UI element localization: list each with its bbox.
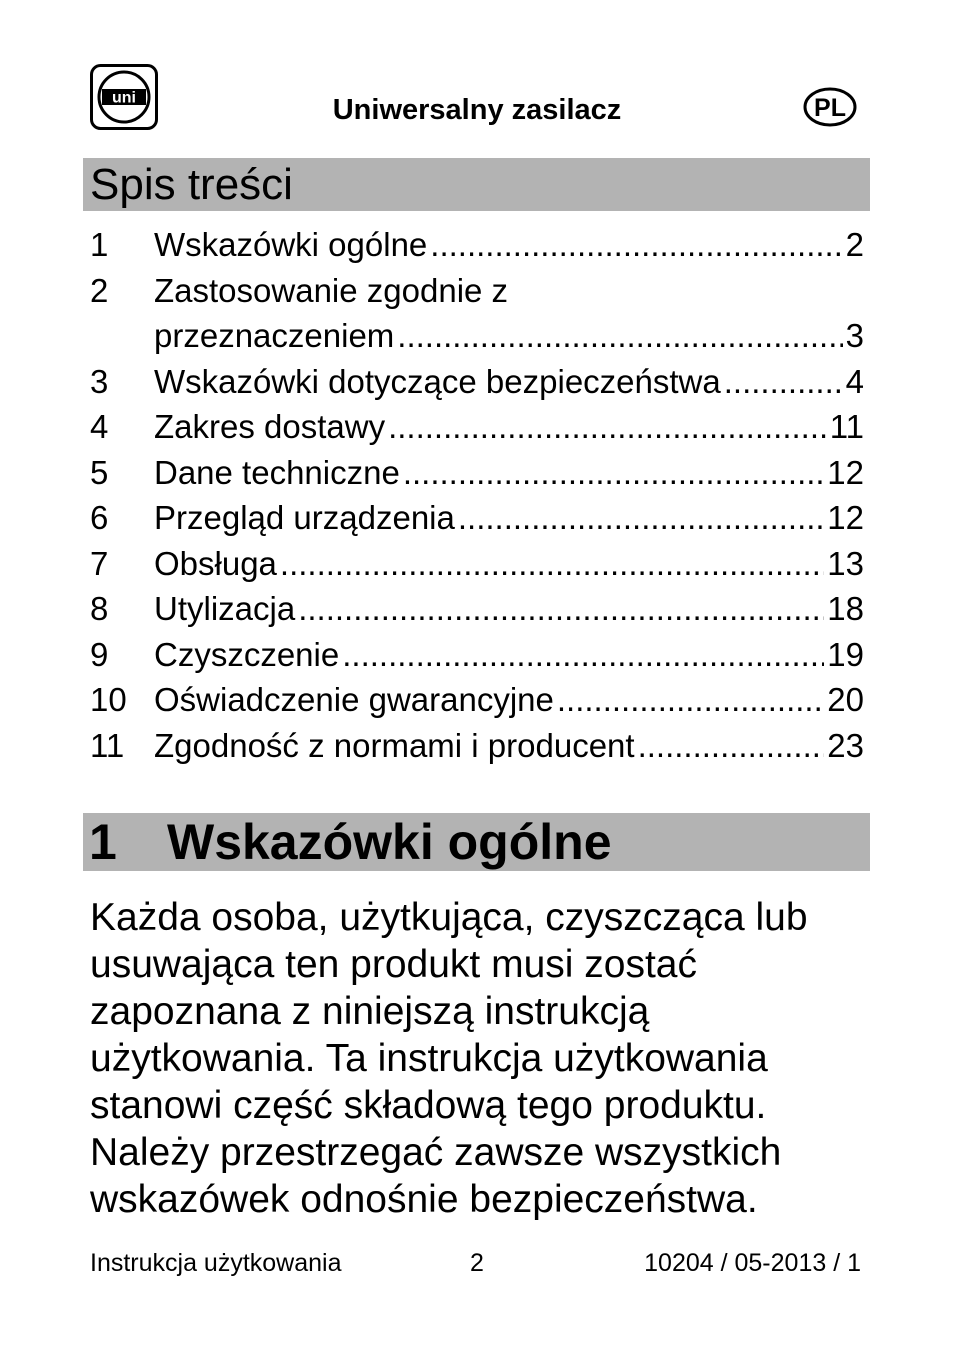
section-body-text: Każda osoba, użytkująca, czyszcząca lub usuwająca ten produkt musi zostać zapoznana z niniejszą instrukcją użytkowania. Ta instrukcja użytkowania stanowi część składową tego produktu. Należy przestrzegać zawsze wszystkich wskazówek odnośnie bezpieczeństwa. [90,896,808,1221]
toc-leader [397,313,842,359]
toc-entry-number: 5 [90,453,109,491]
toc-entry-title-line1: Zastosowanie zgodnie z [154,271,509,309]
toc-entry-title: Obsługa [154,544,277,582]
footer-page-number: 2 [470,1249,484,1277]
toc-entry-page: 12 [827,453,864,491]
toc-leader [458,495,824,541]
toc-entry [90,723,864,769]
table-of-contents [90,222,864,768]
toc-entry-number: 8 [90,590,109,627]
toc-entry-title: Wskazówki ogólne [154,226,428,263]
toc-leader [430,222,842,268]
toc-entry-number: 3 [90,362,109,400]
toc-entry-number: 9 [90,635,109,673]
toc-entry [90,450,864,496]
footer-document-code: 10204 / 05-2013 / 1 [644,1249,861,1277]
toc-leader [388,404,827,450]
toc-entry-page: 13 [827,544,864,582]
toc-entry-page: 20 [827,681,864,718]
toc-entry-number: 11 [90,726,125,764]
toc-entry-number: 6 [90,499,109,536]
toc-entry-page: 19 [827,635,864,673]
toc-entry-title: Czyszczenie [154,635,340,673]
toc-leader [280,541,824,587]
toc-leader [298,586,824,632]
toc-entry-page: 4 [845,362,864,400]
toc-leader [557,677,824,723]
toc-entry-title: Utylizacja [154,590,296,627]
toc-entry [90,222,864,268]
toc-entry-page: 3 [845,317,864,354]
toc-entry [90,268,864,359]
toc-entry-title: Zakres dostawy [154,408,386,445]
toc-entry-title: Zgodność z normami i producent [154,726,635,764]
toc-heading-text: Spis treści [90,160,293,209]
document-title: Uniwersalny zasilacz [332,94,622,126]
toc-entry-number: 2 [90,271,109,309]
toc-entry [90,632,864,678]
toc-entry [90,541,864,587]
toc-heading [83,158,870,211]
toc-entry-page: 11 [829,408,864,445]
language-badge-text: PL [814,94,846,122]
section-title: Wskazówki ogólne [167,814,612,870]
toc-entry-page: 23 [827,726,864,764]
toc-entry-number: 10 [90,681,127,718]
toc-entry-page: 18 [827,590,864,627]
section-number: 1 [89,814,117,870]
toc-entry-page: 2 [845,226,864,263]
section-heading [83,813,870,871]
toc-entry-title: Przegląd urządzenia [154,499,455,536]
toc-entry [90,677,864,723]
toc-entry-number: 1 [90,226,109,263]
toc-entry [90,495,864,541]
toc-leader [403,450,824,496]
toc-entry-number: 7 [90,544,109,582]
toc-entry-title: Dane techniczne [154,453,400,491]
toc-leader [638,723,825,769]
toc-leader [724,359,843,405]
language-badge [802,86,858,128]
toc-entry-title: Wskazówki dotyczące bezpieczeństwa [154,362,721,400]
toc-entry-number: 4 [90,408,109,445]
toc-entry [90,359,864,405]
toc-entry [90,586,864,632]
brand-logo-text: uni [112,89,136,107]
toc-entry-title: Oświadczenie gwarancyjne [154,681,554,718]
toc-entry-page: 12 [827,499,864,536]
toc-entry [90,404,864,450]
footer-manual-label: Instrukcja użytkowania [90,1249,342,1277]
toc-entry-title: przeznaczeniem [154,317,395,354]
toc-leader [342,632,824,678]
